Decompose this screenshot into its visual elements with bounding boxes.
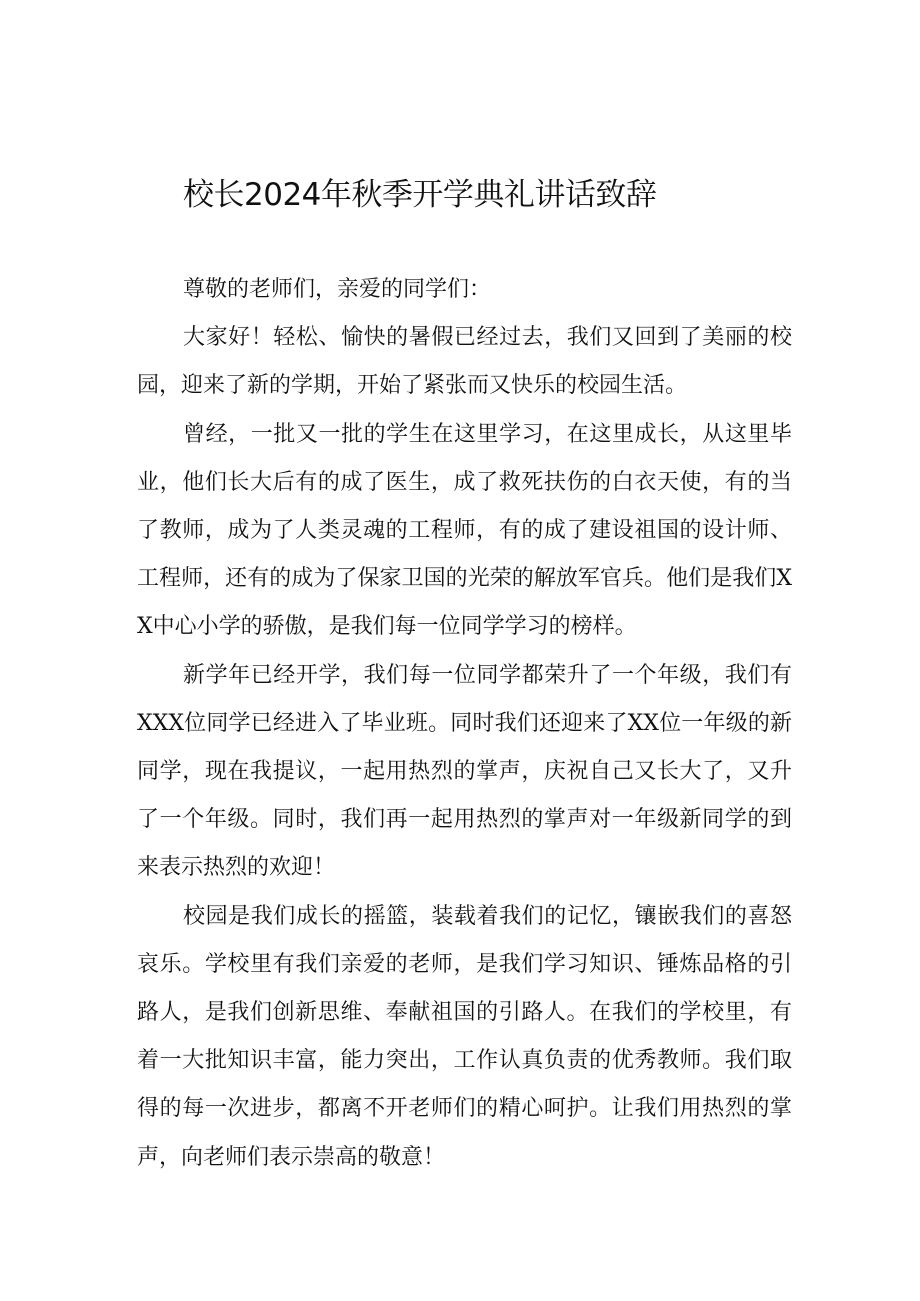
paragraph: 大家好！轻松、愉快的暑假已经过去，我们又回到了美丽的校园，迎来了新的学期，开始了紧张而又快乐的校园生活。 (137, 325, 792, 399)
document-title: 校长2024年秋季开学典礼讲话致辞 (183, 177, 657, 213)
paragraph: 新学年已经开学，我们每一位同学都荣升了一个年级，我们有XXX位同学已经进入了毕业班。同时我们还迎来了XX位一年级的新同学，现在我提议，一起用热烈的掌声，庆祝自己又长大了，又升了一个年级。同时，我们再一起用热烈的掌声对一年级新同学的到来表示热烈的欢迎！ (137, 662, 792, 881)
paragraph: 曾经，一批又一批的学生在这里学习，在这里成长，从这里毕业，他们长大后有的成了医生，成了救死扶伤的白衣天使，有的当了教师，成为了人类灵魂的工程师，有的成了建设祖国的设计师、工程师，还有的成为了保家卫国的光荣的解放军官兵。他们是我们XX中心小学的骄傲，是我们每一位同学学习的榜样。 (137, 421, 792, 640)
document-body (137, 266, 792, 1182)
paragraph: 校园是我们成长的摇篮，装载着我们的记忆，镶嵌我们的喜怒哀乐。学校里有我们亲爱的老师，是我们学习知识、锤炼品格的引路人，是我们创新思维、奉献祖国的引路人。在我们的学校里，有着一大批知识丰富，能力突出，工作认真负责的优秀教师。我们取得的每一次进步，都离不开老师们的精心呵护。让我们用热烈的掌声，向老师们表示崇高的敬意！ (137, 903, 792, 1170)
salutation: 尊敬的老师们，亲爱的同学们： (183, 277, 492, 302)
